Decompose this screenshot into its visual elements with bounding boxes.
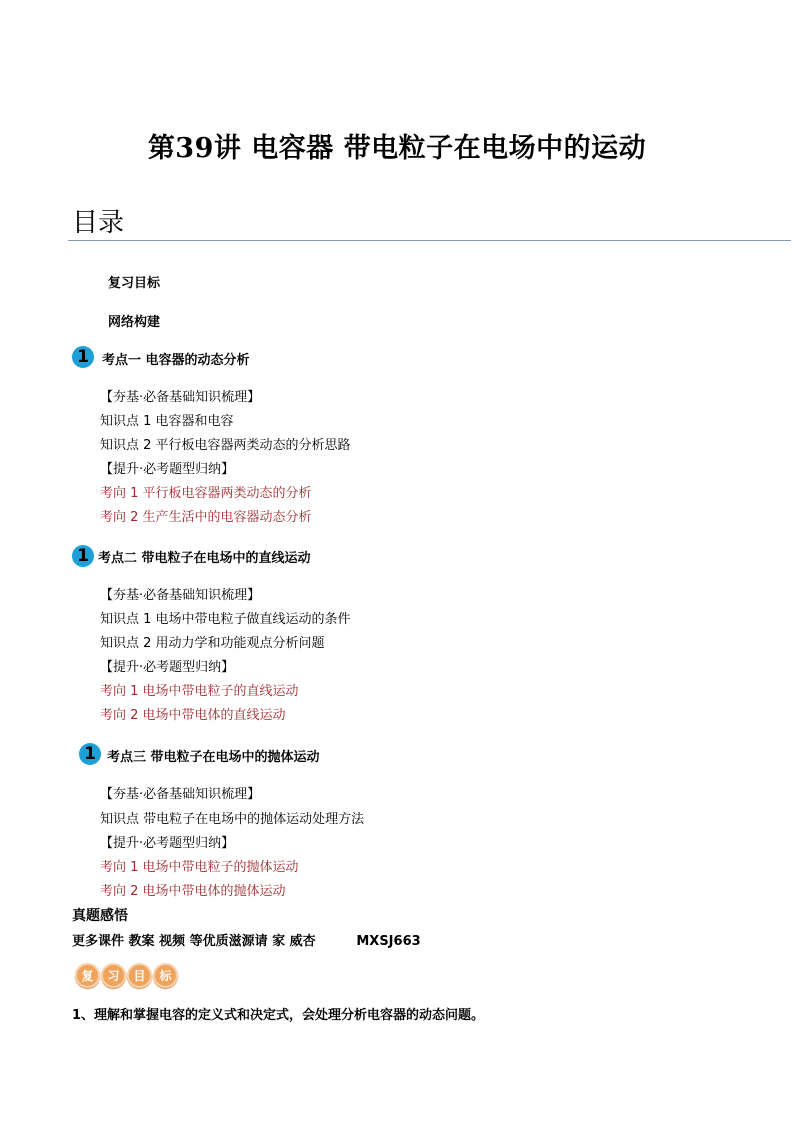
badge-char: 标 — [153, 963, 178, 988]
toc-section-2-title[interactable]: 考点二 带电粒子在电场中的直线运动 — [98, 551, 311, 566]
toc-line[interactable]: 知识点 1 电场中带电粒子做直线运动的条件 — [100, 612, 351, 627]
section-number-icon: 1 — [72, 346, 94, 368]
toc-line-exam-direction[interactable]: 考向 1 电场中带电粒子的抛体运动 — [100, 860, 299, 875]
toc-line[interactable]: 知识点 1 电容器和电容 — [100, 414, 234, 429]
section-number-icon: 1 — [72, 545, 94, 567]
toc-line-exam-direction[interactable]: 考向 1 电场中带电粒子的直线运动 — [100, 684, 299, 699]
toc-section-1-title[interactable]: 考点一 电容器的动态分析 — [102, 353, 250, 368]
toc-line-exam-direction[interactable]: 考向 2 电场中带电体的直线运动 — [100, 708, 286, 723]
badge-char: 目 — [127, 963, 152, 988]
toc-line[interactable]: 知识点 2 平行板电容器两类动态的分析思路 — [100, 438, 351, 453]
toc-divider — [68, 240, 791, 241]
toc-line-exam-direction[interactable]: 考向 1 平行板电容器两类动态的分析 — [100, 486, 312, 501]
section-number-icon: 1 — [79, 743, 101, 765]
badge-char: 复 — [75, 963, 100, 988]
promo-line: 更多课件 教案 视频 等优质滋源请 家 威杏 MXSJ663 — [72, 934, 421, 949]
toc-item-true-questions[interactable]: 真题感悟 — [72, 908, 128, 924]
badge-char: 习 — [101, 963, 126, 988]
toc-line-exam-direction[interactable]: 考向 2 电场中带电体的抛体运动 — [100, 884, 286, 899]
toc-line-exam-direction[interactable]: 考向 2 生产生活中的电容器动态分析 — [100, 510, 312, 525]
toc-item-review-goals[interactable]: 复习目标 — [108, 276, 161, 291]
document-title: 第39讲 电容器 带电粒子在电场中的运动 — [147, 133, 647, 164]
review-goals-badge — [75, 963, 178, 989]
toc-line[interactable]: 【夯基·必备基础知识梳理】 — [100, 390, 261, 405]
toc-line[interactable]: 知识点 带电粒子在电场中的抛体运动处理方法 — [100, 812, 365, 827]
toc-line[interactable]: 【夯基·必备基础知识梳理】 — [100, 787, 261, 802]
toc-line[interactable]: 知识点 2 用动力学和功能观点分析问题 — [100, 636, 325, 651]
toc-line[interactable]: 【提升·必考题型归纳】 — [100, 660, 235, 675]
objective-1: 1、理解和掌握电容的定义式和决定式，会处理分析电容器的动态问题。 — [72, 1008, 485, 1023]
toc-line[interactable]: 【提升·必考题型归纳】 — [100, 462, 235, 477]
toc-item-network[interactable]: 网络构建 — [108, 315, 161, 330]
toc-heading: 目录 — [72, 208, 125, 238]
toc-line[interactable]: 【提升·必考题型归纳】 — [100, 836, 235, 851]
toc-section-3-title[interactable]: 考点三 带电粒子在电场中的抛体运动 — [107, 750, 320, 765]
toc-line[interactable]: 【夯基·必备基础知识梳理】 — [100, 588, 261, 603]
